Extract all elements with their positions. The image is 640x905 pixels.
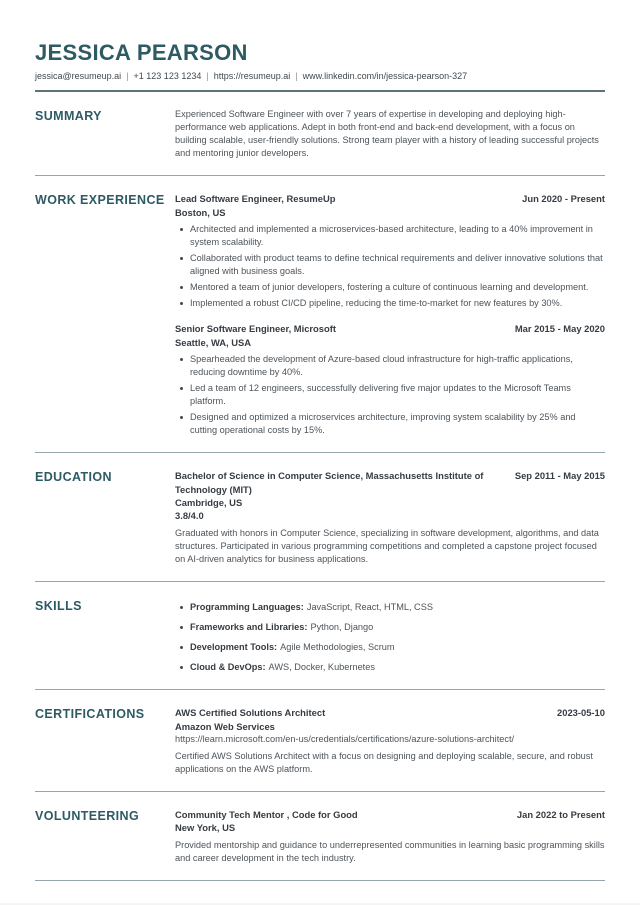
job-bullet (175, 297, 605, 310)
certification-description: Certified AWS Solutions Architect with a focus on designing and deploying scalable, secure, and robust applications on the AWS platform. (175, 750, 593, 774)
skill-value: JavaScript, React, HTML, CSS (306, 601, 433, 612)
bullet-dot (180, 416, 183, 419)
bullet-dot (180, 666, 183, 669)
education-dates: Sep 2011 - May 2015 (514, 470, 605, 482)
job-location: Boston, US (175, 206, 226, 218)
section-skills (35, 582, 605, 690)
skill-category: Cloud & DevOps: (190, 662, 266, 673)
education-gpa: 3.8/4.0 (175, 510, 204, 522)
summary-text: Experienced Software Engineer with over 7 years of expertise in developing and deploying high-performance web applications. Adept in both front-end and back-end development, with a focus on building scalable, user-friendly solutions. Strong team player with a history of leading successful projects and mentoring junior developers. (175, 109, 599, 159)
job-title-block (175, 192, 335, 219)
skill-value: Agile Methodologies, Scrum (280, 642, 395, 653)
job-bullet (175, 411, 605, 437)
skill-value: Python, Django (310, 622, 374, 632)
bullet-dot (180, 387, 183, 390)
volunteering-header (175, 808, 605, 835)
bullet-dot (180, 358, 183, 361)
certification-title-block (175, 706, 514, 746)
skill-item (175, 621, 605, 634)
bullet-dot (180, 286, 183, 289)
education-description: Graduated with honors in Computer Science, specializing in software development, algorithms, and data structures. Participated in various programming competitions and completed a capstone project focused on AI-driven analytics for business applications. (175, 527, 599, 564)
bullet-dot (180, 302, 183, 305)
section-label-education: EDUCATION (35, 470, 112, 485)
skill-text (190, 641, 605, 654)
job-bullet-text: Spearheaded the development of Azure-based cloud infrastructure for high-traffic applications, reducing downtime by 40%. (190, 354, 573, 378)
volunteering-dates: Jan 2022 to Present (516, 809, 605, 821)
contact-website: https://resumeup.ai (213, 71, 291, 81)
volunteering-location: New York, US (175, 822, 236, 834)
skill-category: Development Tools: (190, 642, 278, 653)
resume-header (35, 40, 605, 92)
job-header (175, 192, 605, 219)
job-bullet-text: Designed and optimized a microservices architecture, improving system scalability by 25% and cutting operational costs by 15%. (190, 412, 576, 436)
job-bullet-text: Collaborated with product teams to define technical requirements and deliver innovative solutions that aligned with business goals. (190, 253, 603, 277)
skill-text (190, 601, 605, 614)
section-certifications (35, 690, 605, 792)
job-bullet-text: Implemented a robust CI/CD pipeline, reducing the time-to-market for new features by 30%. (190, 298, 563, 309)
job-bullet-text: Mentored a team of junior developers, fostering a culture of continuous learning and development. (190, 282, 589, 293)
bullet-dot (180, 606, 183, 609)
job-bullet (175, 353, 605, 379)
skill-value: AWS, Docker, Kubernetes (268, 662, 375, 673)
job-bullet-list (175, 223, 605, 310)
skill-text (190, 621, 605, 634)
bullet-dot (180, 228, 183, 231)
job-title: Senior Software Engineer, Microsoft (175, 323, 336, 335)
job-dates: Jun 2020 - Present (522, 193, 605, 205)
skill-category: Programming Languages: (190, 601, 304, 612)
section-work-experience (35, 176, 605, 453)
skill-text (190, 661, 605, 674)
job-bullet-text: Led a team of 12 engineers, successfully delivering five major updates to the Microsoft Teams platform. (190, 383, 571, 407)
certifications-content (175, 706, 605, 776)
skill-category: Frameworks and Libraries: (190, 622, 308, 632)
education-header (175, 469, 605, 522)
job-bullet-text: Architected and implemented a microservices-based architecture, leading to a 40% improvement in system scalability. (190, 223, 593, 247)
section-label-summary: SUMMARY (35, 109, 102, 123)
work-experience-content (175, 192, 605, 437)
certification-header (175, 706, 605, 746)
job-title: Lead Software Engineer, ResumeUp (175, 193, 336, 205)
job-dates: Mar 2015 - May 2020 (514, 323, 605, 335)
section-summary (35, 92, 605, 176)
job-entry (175, 192, 605, 310)
section-volunteering (35, 792, 605, 881)
section-label-certifications: CERTIFICATIONS (35, 707, 145, 722)
volunteering-description: Provided mentorship and guidance to underrepresented communities in learning basic programming skills and career development in the tech industry. (175, 839, 605, 863)
job-title-block (175, 322, 336, 349)
certification-date: 2023-05-10 (557, 707, 605, 719)
job-header (175, 322, 605, 349)
job-bullet (175, 252, 605, 278)
contact-linkedin: www.linkedin.com/in/jessica-pearson-327 (302, 71, 468, 81)
education-title-block (175, 469, 495, 522)
contact-email: jessica@resumeup.ai (35, 71, 122, 81)
job-bullet (175, 281, 605, 294)
certification-title: AWS Certified Solutions Architect (175, 707, 326, 719)
bullet-dot (180, 257, 183, 260)
certification-issuer: Amazon Web Services (175, 720, 275, 732)
job-bullet (175, 223, 605, 249)
education-location: Cambridge, US (175, 497, 243, 509)
skill-item (175, 641, 605, 654)
section-label-work-experience: WORK EXPERIENCE (35, 193, 165, 208)
page-title: JESSICA PEARSON (35, 40, 248, 65)
contact-line (35, 71, 605, 81)
skill-item (175, 661, 605, 674)
bullet-dot (180, 646, 183, 649)
certification-url: https://learn.microsoft.com/en-us/credentials/certifications/azure-solutions-architect/ (175, 733, 515, 744)
volunteering-content (175, 808, 605, 865)
contact-divider: | (126, 71, 129, 81)
summary-content (175, 108, 605, 160)
volunteering-title: Community Tech Mentor , Code for Good (175, 809, 358, 821)
job-location: Seattle, WA, USA (175, 336, 252, 348)
job-entry (175, 322, 605, 437)
section-label-volunteering: VOLUNTEERING (35, 809, 140, 824)
job-bullet (175, 382, 605, 408)
contact-phone: +1 123 123 1234 (133, 71, 202, 81)
contact-divider: | (206, 71, 209, 81)
section-label-skills: SKILLS (35, 598, 82, 613)
job-bullet-list (175, 353, 605, 437)
section-education (35, 453, 605, 582)
education-content (175, 469, 605, 566)
volunteering-title-block (175, 808, 358, 835)
skills-content (175, 598, 605, 674)
bullet-dot (180, 626, 183, 629)
skill-item (175, 601, 605, 614)
degree-title: Bachelor of Science in Computer Science, Massachusetts Institute of Technology (MIT) (175, 470, 484, 495)
contact-divider: | (295, 71, 298, 81)
